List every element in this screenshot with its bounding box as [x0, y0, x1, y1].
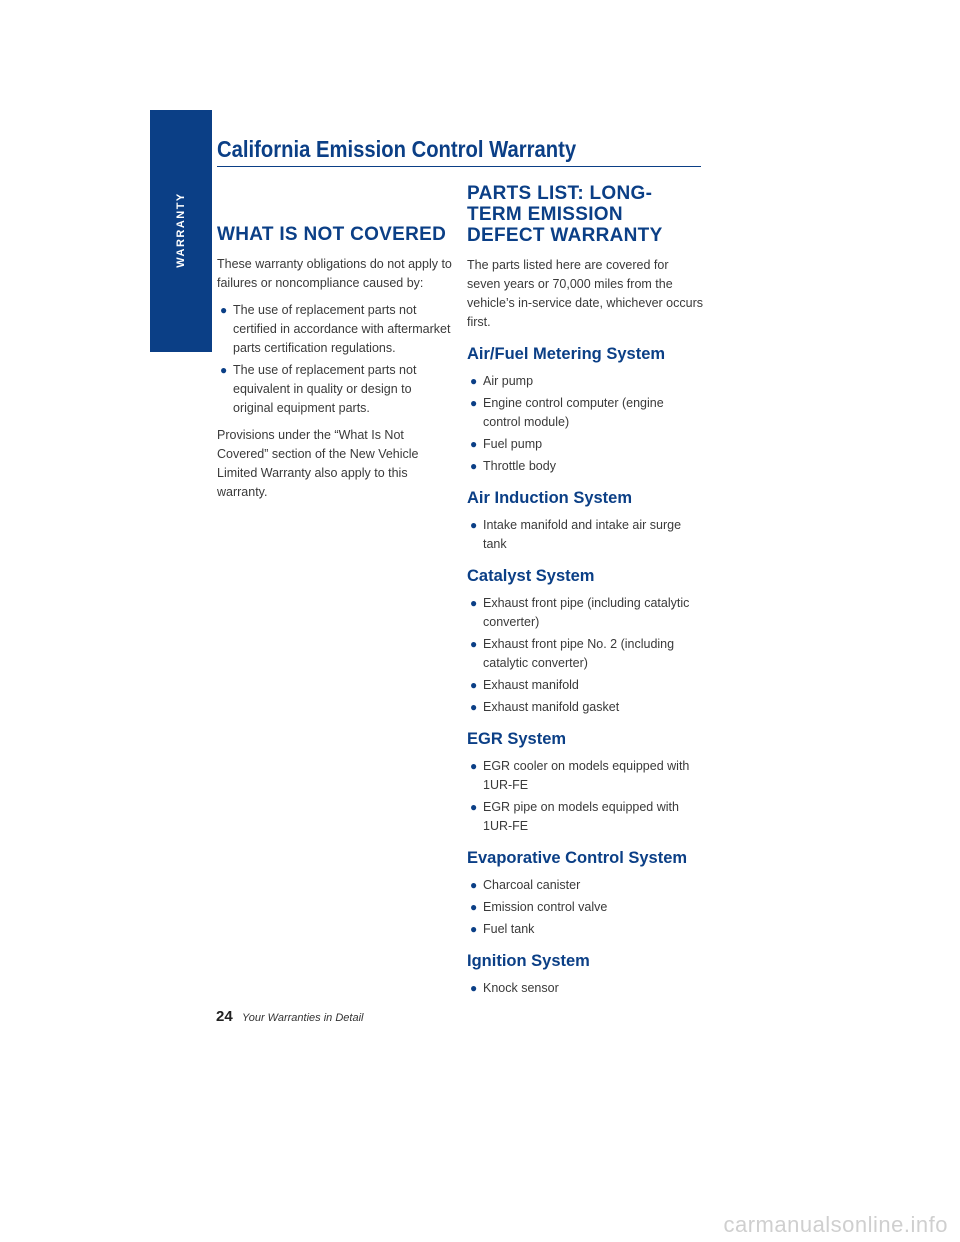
bullet-dot-icon: ● — [470, 396, 478, 410]
list-item-text: Fuel pump — [483, 437, 543, 451]
section-title-air-induction: Air Induction System — [467, 489, 633, 507]
section-title-air-fuel: Air/Fuel Metering System — [467, 345, 666, 363]
section-title-evaporative: Evaporative Control System — [467, 849, 688, 867]
section-title-ignition: Ignition System — [467, 952, 590, 970]
list-item — [467, 676, 703, 695]
parts-list-heading: PARTS LIST: LONG-TERM EMISSION DEFECT WARRANTY — [467, 183, 663, 246]
provisions-text: Provisions under the “What Is Not Covered” section of the New Vehicle Limited Warranty also apply to this warranty. — [217, 428, 419, 499]
list-item — [217, 301, 453, 358]
list-item-text: Knock sensor — [483, 981, 559, 995]
parts-list-column — [467, 183, 703, 1001]
bullet-dot-icon: ● — [470, 800, 478, 814]
list-item-text: EGR cooler on models equipped with 1UR-FE — [483, 759, 690, 792]
bullet-dot-icon: ● — [220, 303, 228, 317]
side-tab-label: WARRANTY — [175, 192, 187, 268]
list-item — [467, 594, 703, 632]
section-title-egr: EGR System — [467, 730, 567, 748]
list-item — [217, 361, 453, 418]
list-item-text: The use of replacement parts not equivalent in quality or design to original equipment parts. — [233, 363, 417, 415]
not-covered-list — [217, 301, 453, 418]
list-item — [467, 635, 703, 673]
title-rule — [217, 166, 701, 167]
section-list-catalyst — [467, 594, 703, 717]
list-item-text: Intake manifold and intake air surge tank — [483, 518, 682, 551]
list-item-text: Exhaust manifold gasket — [483, 700, 620, 714]
bullet-dot-icon: ● — [470, 922, 478, 936]
list-item — [467, 372, 703, 391]
bullet-dot-icon: ● — [470, 759, 478, 773]
list-item — [467, 698, 703, 717]
list-item — [467, 757, 703, 795]
section-list-ignition — [467, 979, 703, 998]
page-number: 24 — [216, 1008, 233, 1025]
bullet-dot-icon: ● — [470, 437, 478, 451]
list-item — [467, 876, 703, 895]
list-item-text: Engine control computer (engine control module) — [483, 396, 664, 429]
bullet-dot-icon: ● — [470, 518, 478, 532]
list-item-text: The use of replacement parts not certified in accordance with aftermarket parts certification regulations. — [233, 303, 451, 355]
bullet-dot-icon: ● — [470, 900, 478, 914]
bullet-dot-icon: ● — [470, 878, 478, 892]
footer-text: Your Warranties in Detail — [242, 1012, 364, 1024]
list-item-text: Fuel tank — [483, 922, 535, 936]
list-item — [467, 920, 703, 939]
bullet-dot-icon: ● — [470, 459, 478, 473]
section-list-air-induction — [467, 516, 703, 554]
list-item — [467, 798, 703, 836]
bullet-dot-icon: ● — [470, 700, 478, 714]
section-list-air-fuel — [467, 372, 703, 476]
list-item-text: Charcoal canister — [483, 878, 581, 892]
list-item — [467, 979, 703, 998]
list-item-text: Exhaust front pipe No. 2 (including catalytic converter) — [483, 637, 675, 670]
list-item — [467, 898, 703, 917]
section-list-evaporative — [467, 876, 703, 939]
parts-list-intro: The parts listed here are covered for seven years or 70,000 miles from the vehicle’s in-service date, whichever occurs first. — [467, 258, 703, 329]
not-covered-intro: These warranty obligations do not apply to failures or noncompliance caused by: — [217, 257, 452, 290]
list-item-text: Exhaust front pipe (including catalytic converter) — [483, 596, 690, 629]
list-item-text: Emission control valve — [483, 900, 608, 914]
bullet-dot-icon: ● — [470, 637, 478, 651]
bullet-dot-icon: ● — [220, 363, 228, 377]
list-item — [467, 516, 703, 554]
bullet-dot-icon: ● — [470, 596, 478, 610]
list-item — [467, 457, 703, 476]
bullet-dot-icon: ● — [470, 981, 478, 995]
list-item-text: Exhaust manifold — [483, 678, 579, 692]
section-list-egr — [467, 757, 703, 836]
list-item-text: Throttle body — [483, 459, 556, 473]
section-title-catalyst: Catalyst System — [467, 567, 595, 585]
bullet-dot-icon: ● — [470, 678, 478, 692]
bullet-dot-icon: ● — [470, 374, 478, 388]
list-item — [467, 394, 703, 432]
watermark: carmanualsonline.info — [723, 1212, 948, 1237]
list-item-text: Air pump — [483, 374, 534, 388]
page-title: California Emission Control Warranty — [217, 136, 577, 162]
list-item — [467, 435, 703, 454]
list-item-text: EGR pipe on models equipped with 1UR-FE — [483, 800, 679, 833]
not-covered-column — [217, 224, 453, 510]
not-covered-heading: WHAT IS NOT COVERED — [217, 224, 447, 245]
